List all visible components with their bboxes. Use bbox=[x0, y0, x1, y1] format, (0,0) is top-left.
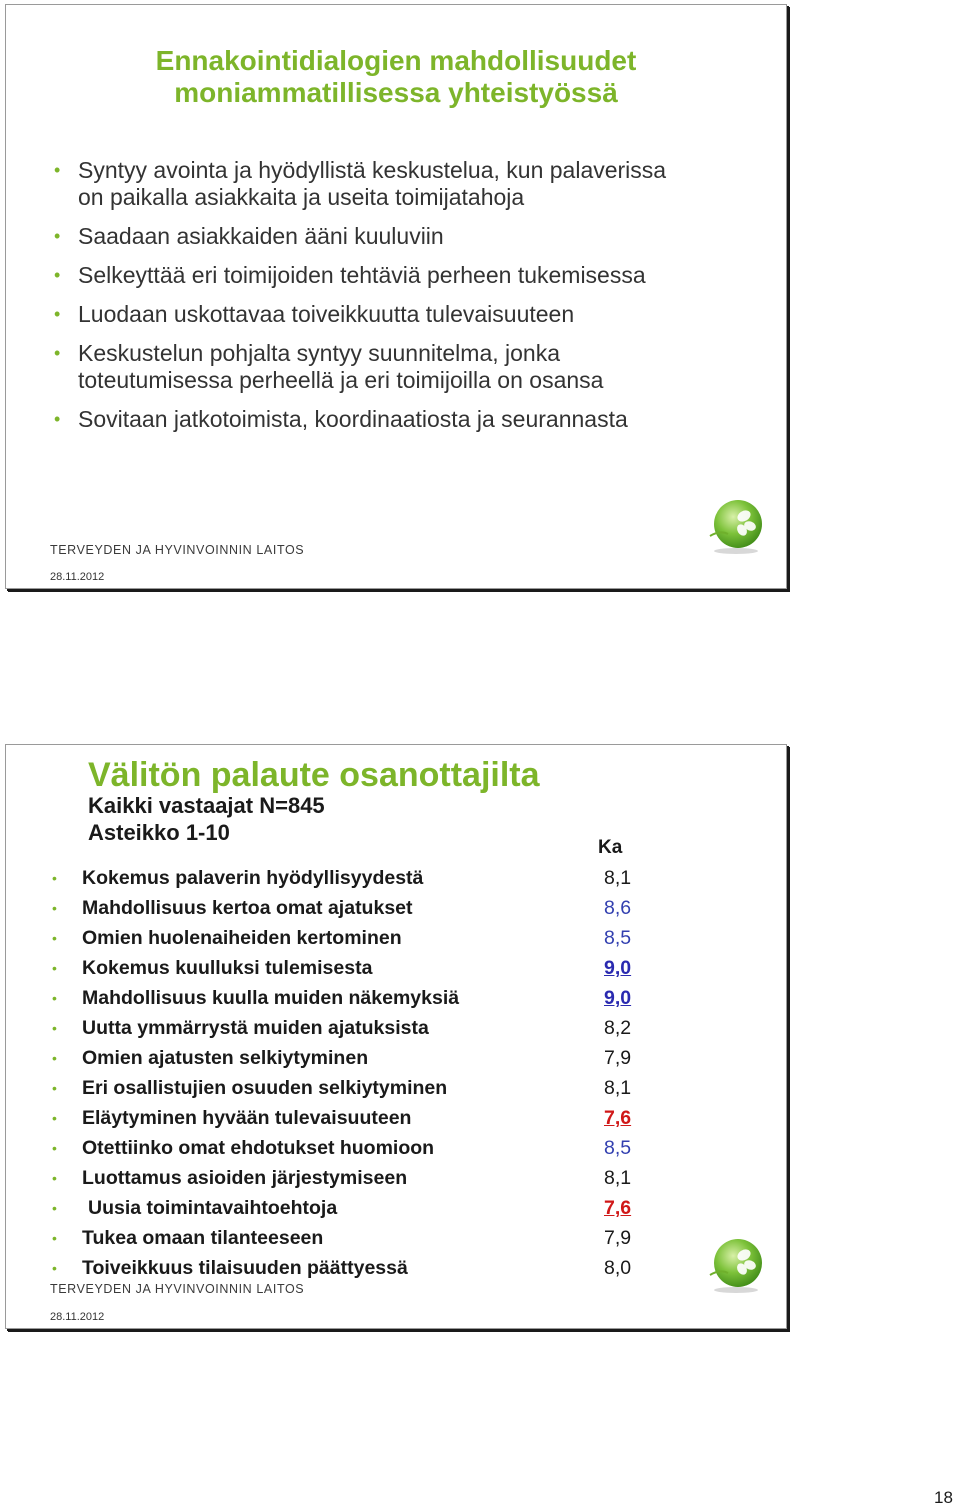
thl-logo-icon bbox=[706, 1235, 766, 1295]
slide-1-bullet-list bbox=[54, 157, 666, 445]
respondents-subtitle: Kaikki vastaajat N=845 bbox=[88, 793, 325, 818]
bullet-item: • Sovitaan jatkotoimista, koordinaatiosta ja seurannasta bbox=[54, 406, 628, 432]
row-label: Luottamus asioiden järjestymiseen bbox=[82, 1167, 408, 1189]
row-mean-value: 7,9 bbox=[604, 1047, 632, 1069]
row-mean-value: 9,0 bbox=[604, 957, 632, 979]
bullet-dot-icon: • bbox=[54, 409, 61, 429]
bullet-dot-icon: • bbox=[52, 1200, 57, 1216]
row-mean-value: 8,5 bbox=[604, 927, 632, 949]
row-label: Uutta ymmärrystä muiden ajatuksista bbox=[82, 1017, 429, 1039]
bullet-dot-icon: • bbox=[54, 304, 61, 324]
bullet-dot-icon: • bbox=[52, 1110, 57, 1126]
feedback-table bbox=[52, 863, 652, 1283]
row-label: Eri osallistujien osuuden selkiytyminen bbox=[82, 1077, 448, 1099]
bullet-dot-icon: • bbox=[52, 1170, 57, 1186]
table-row bbox=[52, 1253, 652, 1283]
table-row bbox=[52, 1043, 652, 1073]
row-mean-value: 9,0 bbox=[604, 987, 632, 1009]
slide-1-title-line-2: moniammatillisessa yhteistyössä bbox=[174, 77, 618, 108]
bullet-dot-icon: • bbox=[52, 1140, 57, 1156]
row-mean-value: 8,6 bbox=[604, 897, 632, 919]
table-row bbox=[52, 983, 652, 1013]
thl-logo-icon bbox=[706, 496, 766, 556]
bullet-dot-icon: • bbox=[54, 265, 61, 285]
row-label: Omien huolenaiheiden kertominen bbox=[82, 927, 402, 949]
table-row bbox=[52, 893, 652, 923]
footer-org-name: TERVEYDEN JA HYVINVOINNIN LAITOS bbox=[50, 543, 305, 557]
bullet-dot-icon: • bbox=[52, 930, 57, 946]
bullet-dot-icon: • bbox=[54, 226, 61, 246]
row-label: Toiveikkuus tilaisuuden päättyessä bbox=[82, 1257, 408, 1279]
row-mean-value: 7,9 bbox=[604, 1227, 632, 1249]
slide-2 bbox=[5, 744, 787, 1329]
row-label: Otettiinko omat ehdotukset huomioon bbox=[82, 1137, 435, 1159]
bullet-dot-icon: • bbox=[52, 1020, 57, 1036]
bullet-item: • Saadaan asiakkaiden ääni kuuluviin bbox=[54, 223, 444, 249]
row-mean-value: 8,5 bbox=[604, 1137, 632, 1159]
table-row bbox=[52, 1163, 652, 1193]
bullet-item: • Selkeyttää eri toimijoiden tehtäviä perheen tukemisessa bbox=[54, 262, 646, 288]
table-row bbox=[52, 1223, 652, 1253]
row-label: Mahdollisuus kuulla muiden näkemyksiä bbox=[82, 987, 460, 1009]
row-mean-value: 8,0 bbox=[604, 1257, 632, 1279]
bullet-item: • Syntyy avointa ja hyödyllistä keskustelua, kun palaverissa on paikalla asiakkaita ja useita toimijatahoja bbox=[54, 157, 667, 210]
bullet-dot-icon: • bbox=[52, 1260, 57, 1276]
table-row bbox=[52, 953, 652, 983]
bullet-dot-icon: • bbox=[52, 1050, 57, 1066]
row-label: Kokemus palaverin hyödyllisyydestä bbox=[82, 867, 424, 889]
table-row bbox=[52, 863, 652, 893]
page-number: 18 bbox=[934, 1488, 953, 1507]
row-mean-value: 8,1 bbox=[604, 1077, 632, 1099]
bullet-dot-icon: • bbox=[54, 160, 61, 180]
slide-2-title: Välitön palaute osanottajilta bbox=[88, 756, 540, 794]
row-label: Omien ajatusten selkiytyminen bbox=[82, 1047, 369, 1069]
bullet-item: • Luodaan uskottavaa toiveikkuutta tulevaisuuteen bbox=[54, 301, 575, 327]
bullet-dot-icon: • bbox=[52, 870, 57, 886]
row-mean-value: 8,1 bbox=[604, 867, 632, 889]
row-label: Uusia toimintavaihtoehtoja bbox=[88, 1197, 338, 1219]
row-mean-value: 8,2 bbox=[604, 1017, 632, 1039]
table-row bbox=[52, 1133, 652, 1163]
scale-subtitle: Asteikko 1-10 bbox=[88, 820, 230, 845]
footer-date: 28.11.2012 bbox=[50, 571, 105, 583]
row-label: Mahdollisuus kertoa omat ajatukset bbox=[82, 897, 413, 919]
row-label: Tukea omaan tilanteeseen bbox=[82, 1227, 324, 1249]
bullet-dot-icon: • bbox=[52, 990, 57, 1006]
row-mean-value: 7,6 bbox=[604, 1107, 632, 1129]
footer-date: 28.11.2012 bbox=[50, 1311, 105, 1323]
footer-org-name: TERVEYDEN JA HYVINVOINNIN LAITOS bbox=[50, 1282, 305, 1296]
row-label: Eläytyminen hyvään tulevaisuuteen bbox=[82, 1107, 412, 1129]
table-row bbox=[52, 1103, 652, 1133]
row-mean-value: 7,6 bbox=[604, 1197, 632, 1219]
slide-1 bbox=[5, 4, 787, 589]
mean-column-header: Ka bbox=[598, 837, 623, 858]
bullet-dot-icon: • bbox=[52, 1080, 57, 1096]
bullet-item: • Keskustelun pohjalta syntyy suunnitelma, jonka toteutumisessa perheellä ja eri toimijoilla on osansa bbox=[54, 340, 604, 393]
bullet-dot-icon: • bbox=[52, 960, 57, 976]
bullet-dot-icon: • bbox=[54, 343, 61, 363]
table-row bbox=[52, 1073, 652, 1103]
table-row bbox=[52, 923, 652, 953]
table-row bbox=[52, 1013, 652, 1043]
slide-1-title bbox=[6, 45, 786, 109]
row-label: Kokemus kuulluksi tulemisesta bbox=[82, 957, 373, 979]
table-row bbox=[52, 1193, 652, 1223]
bullet-dot-icon: • bbox=[52, 900, 57, 916]
slide-1-title-line-1: Ennakointidialogien mahdollisuudet bbox=[155, 45, 637, 76]
bullet-dot-icon: • bbox=[52, 1230, 57, 1246]
row-mean-value: 8,1 bbox=[604, 1167, 632, 1189]
